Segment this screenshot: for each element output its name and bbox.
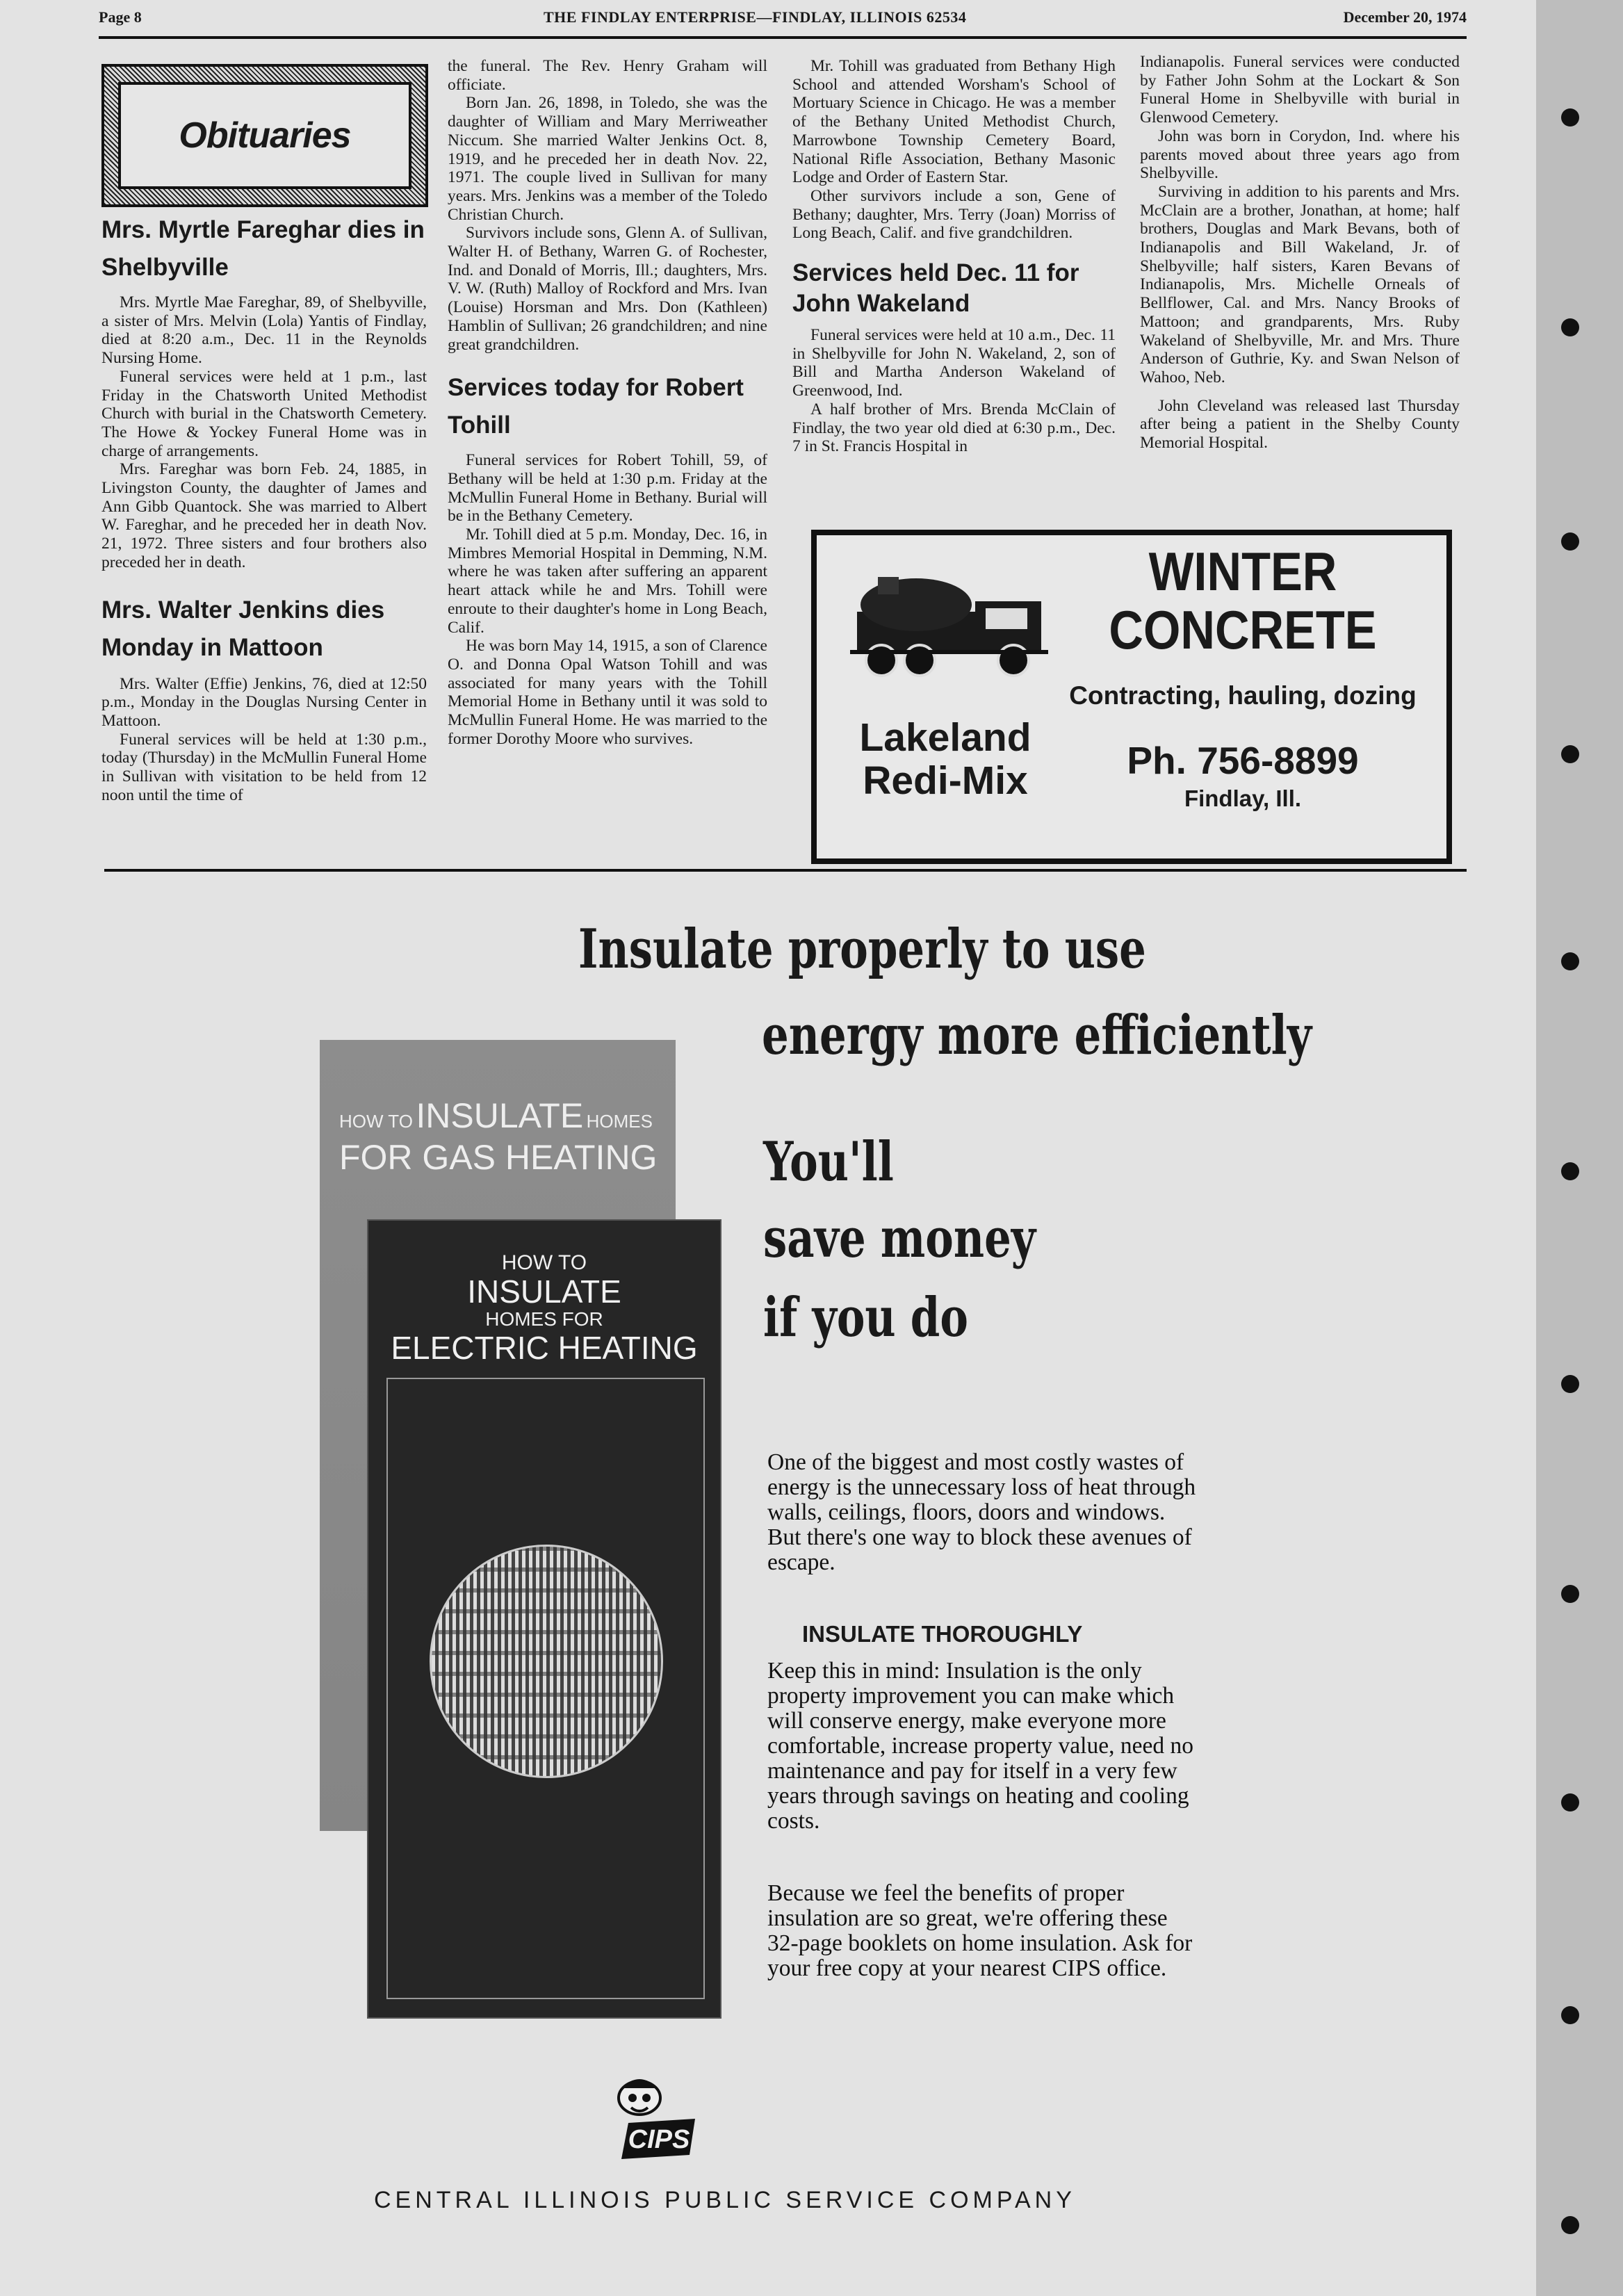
article-paragraph: Funeral services were held at 1 p.m., last Friday in the Chatsworth United Methodist Church with burial in the Chatsworth Cemetery. The Howe & Yockey Funeral Home was in charge of arrangements. bbox=[101, 367, 427, 460]
ad-headline-1: Insulate properly to use bbox=[578, 918, 1146, 981]
booklet-text: INSULATE bbox=[467, 1273, 621, 1310]
headline-wakeland: Services held Dec. 11 for John Wakeland bbox=[792, 259, 1079, 318]
booklet-text: ELECTRIC HEATING bbox=[391, 1330, 698, 1366]
article-paragraph: Mrs. Myrtle Mae Fareghar, 89, of Shelbyville, a sister of Mrs. Melvin (Lola) Yantis of Findlay, died at 8:20 a.m., Dec. 11 in the Reynolds Nursing Home. bbox=[101, 293, 427, 368]
ad-body-1 bbox=[767, 1450, 1198, 1575]
ad-tagline-1: You'll bbox=[763, 1130, 894, 1194]
lakeland-redi-mix-ad bbox=[811, 530, 1452, 864]
column-2 bbox=[448, 57, 767, 749]
booklet-electric-heating bbox=[367, 1219, 721, 2019]
article-paragraph: the funeral. The Rev. Henry Graham will officiate. bbox=[448, 57, 767, 94]
binder-hole bbox=[1561, 1375, 1579, 1393]
headline-jenkins: Mrs. Walter Jenkins dies Monday in Mattoon bbox=[101, 596, 385, 661]
binder-hole bbox=[1561, 2216, 1579, 2234]
ad-subhead: INSULATE THOROUGHLY bbox=[802, 1621, 1083, 1647]
binder-hole bbox=[1561, 1793, 1579, 1811]
ad-tagline-3: if you do bbox=[763, 1286, 968, 1349]
booklet-text: HOW TO bbox=[339, 1111, 413, 1132]
booklet-text: FOR GAS HEATING bbox=[339, 1138, 658, 1177]
services-text: Contracting, hauling, dozing bbox=[1069, 681, 1417, 710]
section-rule bbox=[104, 869, 1467, 872]
header-rule bbox=[99, 36, 1467, 39]
article-paragraph: Other survivors include a son, Gene of Bethany; daughter, Mrs. Terry (Joan) Morriss of Long Beach, Calif. and five grandchildren. bbox=[792, 186, 1116, 243]
obituaries-title: Obituaries bbox=[179, 115, 351, 156]
obituaries-banner bbox=[101, 64, 428, 207]
column-1 bbox=[101, 211, 427, 804]
winter-concrete-headline bbox=[1076, 542, 1410, 659]
ad-body-2 bbox=[767, 1659, 1198, 1834]
company-line: Redi-Mix bbox=[863, 758, 1028, 803]
binder-hole bbox=[1561, 1585, 1579, 1603]
binder-hole bbox=[1561, 1162, 1579, 1180]
booklet-text: HOMES bbox=[586, 1111, 653, 1132]
issue-date: December 20, 1974 bbox=[1343, 8, 1467, 26]
booklet-text: INSULATE bbox=[416, 1096, 584, 1135]
headline-line: CONCRETE bbox=[1109, 599, 1377, 660]
article-paragraph: Funeral services for Robert Tohill, 59, of Bethany will be held at 1:30 p.m. Friday at the McMullin Funeral Home in Bethany. Burial will be in the Bethany Cemetery. bbox=[448, 451, 767, 526]
article-paragraph: Born Jan. 26, 1898, in Toledo, she was the daughter of William and Mary Merriweather Niccum. She married Walter Jenkins Oct. 8, 1919, and he preceded her in death Nov. 22, 1971. The couple lived in Sullivan for many years. Mrs. Jenkins was a member of the Toledo Christian Church. bbox=[448, 94, 767, 224]
cement-truck-icon bbox=[850, 563, 1048, 688]
column-3 bbox=[792, 57, 1116, 456]
ad-paragraph: One of the biggest and most costly wastes of energy is the unnecessary loss of heat through walls, ceilings, floors, doors and windows. But there's one way to block these avenues of escape. bbox=[767, 1449, 1196, 1575]
phone-number: Ph. 756-8899 bbox=[1127, 739, 1359, 782]
article-paragraph: Mrs. Walter (Effie) Jenkins, 76, died at 12:50 p.m., Monday in the Douglas Nursing Center in Mattoon. bbox=[101, 674, 427, 730]
ad-headline-2: energy more efficiently bbox=[762, 1004, 1312, 1067]
page-edge bbox=[1536, 0, 1623, 2296]
booklet-electric-title bbox=[368, 1251, 720, 1365]
ad-paragraph: Keep this in mind: Insulation is the only property improvement you can make which will conserve energy, make everyone more comfortable, increase property value, need no maintenance and pay for itself in a very few years through savings on heating and cooling costs. bbox=[767, 1658, 1193, 1834]
booklet-text: HOW TO bbox=[501, 1251, 587, 1274]
binder-hole bbox=[1561, 745, 1579, 763]
binder-hole bbox=[1561, 2006, 1579, 2024]
headline-line: WINTER bbox=[1148, 541, 1337, 602]
article-paragraph: John Cleveland was released last Thursday after being a patient in the Shelby County Memorial Hospital. bbox=[1140, 396, 1460, 453]
article-paragraph: John was born in Corydon, Ind. where his parents moved about three years ago from Shelbyville. bbox=[1140, 127, 1460, 183]
article-paragraph: Indianapolis. Funeral services were conducted by Father John Sohm at the Lockart & Son Funeral Home in Shelbyville with burial in Glenwood Cemetery. bbox=[1140, 53, 1460, 127]
article-paragraph: Survivors include sons, Glenn A. of Sullivan, Walter H. of Bethany, Warren G. of Rochester, Ind. and Donald of Morris, Ill.; daughters, Mrs. V. W. (Ruth) Malloy of Rockford and Mrs. Ivan (Louise) Horsman and Mrs. Don (Kathleen) Hamblin of Sullivan; 26 grandchildren; and nine great grandchildren. bbox=[448, 224, 767, 354]
heating-coil-icon bbox=[430, 1545, 663, 1778]
booklet-text: HOMES FOR bbox=[485, 1308, 603, 1330]
company-name bbox=[831, 716, 1060, 802]
company-line: Lakeland bbox=[859, 715, 1031, 760]
headline-tohill: Services today for Robert Tohill bbox=[448, 374, 744, 439]
article-paragraph: He was born May 14, 1915, a son of Clarence O. and Donna Opal Watson Tohill and was associated for many years with the Tohill Memorial Home in Bethany until it was sold to McMullin Funeral Home. He was married to the former Dorothy Moore who survives. bbox=[448, 637, 767, 748]
article-paragraph: Mrs. Fareghar was born Feb. 24, 1885, in Livingston County, the daughter of James and Ann Gibb Quantock. She was married to Albert W. Fareghar, and he preceded her in death Nov. 21, 1972. Three sisters and four brothers also preceded her in death. bbox=[101, 460, 427, 571]
page-number: Page 8 bbox=[99, 8, 142, 26]
masthead: THE FINDLAY ENTERPRISE—FINDLAY, ILLINOIS 62534 bbox=[544, 8, 967, 26]
column-4 bbox=[1140, 53, 1460, 453]
obituaries-banner-inner bbox=[118, 82, 411, 189]
town-name: Findlay, Ill. bbox=[1184, 785, 1302, 811]
ad-tagline-2: save money bbox=[763, 1207, 1036, 1270]
binder-hole bbox=[1561, 318, 1579, 336]
binder-hole bbox=[1561, 952, 1579, 970]
ad-body-3 bbox=[767, 1881, 1198, 1981]
booklet-gas-title bbox=[339, 1096, 673, 1178]
page-header bbox=[99, 4, 1467, 32]
article-paragraph: A half brother of Mrs. Brenda McClain of Findlay, the two year old died at 6:30 p.m., Dec. 7 in St. Francis Hospital in bbox=[792, 400, 1116, 456]
cips-company-name: CENTRAL ILLINOIS PUBLIC SERVICE COMPANY bbox=[374, 2187, 1076, 2213]
article-paragraph: Mr. Tohill died at 5 p.m. Monday, Dec. 16, in Mimbres Memorial Hospital in Demming, N.M. where he was taken after suffering an apparent heart attack while he and Mrs. Tohill were enroute to their daughter's home in Long Beach, Calif. bbox=[448, 526, 767, 637]
cips-mascot-logo-icon bbox=[603, 2070, 701, 2167]
article-paragraph: Funeral services will be held at 1:30 p.m., today (Thursday) in the McMullin Funeral Home in Sullivan with visitation to be held from 12 noon until the time of bbox=[101, 730, 427, 804]
headline-fareghar: Mrs. Myrtle Fareghar dies in Shelbyville bbox=[101, 216, 425, 281]
article-paragraph: Surviving in addition to his parents and Mrs. McClain are a brother, Jonathan, at home; half brothers, Douglas and Mark Bevans, both of Indianapolis and Bill Wakeland, Jr. of Shelbyville; half sisters, Karen Bevans of Indianapolis, Mrs. Michelle Orneals of Bellflower, Cal. and Mrs. Nancy Brooks of Mattoon; and grandparents, Mrs. Ruby Wakeland of Shelbyville, Mr. and Mrs. Thure Anderson of Guthrie, Ky. and Swan Nelson of Wahoo, Neb. bbox=[1140, 182, 1460, 386]
binder-hole bbox=[1561, 108, 1579, 127]
article-paragraph: Funeral services were held at 10 a.m., Dec. 11 in Shelbyville for John N. Wakeland, 2, son of Bill and Martha Anderson Wakeland of Greenwood, Ind. bbox=[792, 326, 1116, 400]
article-paragraph: Mr. Tohill was graduated from Bethany High School and attended Worsham's School of Mortuary Science in Chicago. He was a member of the Bethany United Methodist Church, Marrowbone Township Cemetery Board, National Rifle Association, Bethany Masonic Lodge and Order of Eastern Star. bbox=[792, 57, 1116, 187]
ad-paragraph: Because we feel the benefits of proper insulation are so great, we're offering these 32-page booklets on home insulation. Ask for your free copy at your nearest CIPS office. bbox=[767, 1880, 1193, 1981]
cips-logo-text: CIPS bbox=[628, 2125, 690, 2154]
binder-hole bbox=[1561, 532, 1579, 551]
